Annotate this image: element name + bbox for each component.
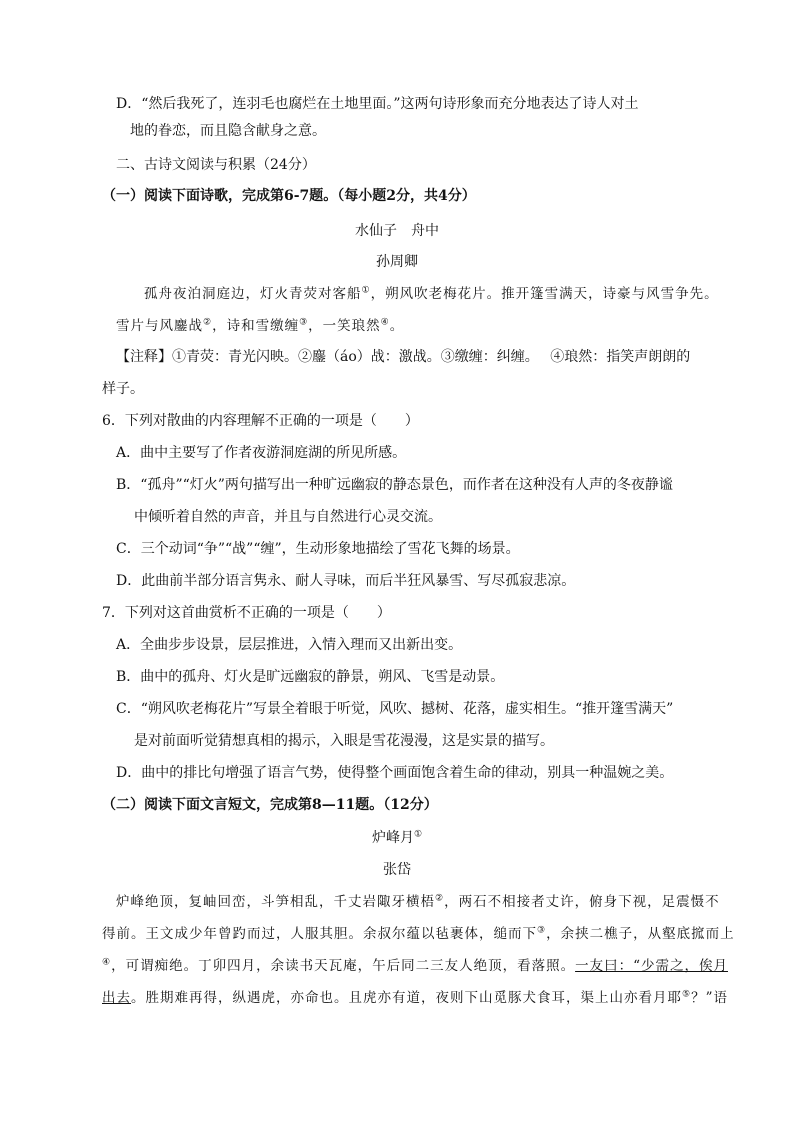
prose-line-2 bbox=[102, 924, 735, 944]
poem-note-mark-1: ① bbox=[361, 285, 371, 296]
option-d-line2: 地的眷恋，而且隐含献身之意。 bbox=[130, 123, 326, 139]
poem-line-2 bbox=[116, 316, 404, 336]
q6-option-b-line1: B．“孤舟”“灯火”两句描写出一种旷远幽寂的静态景色，而作者在这种没有人声的冬夜静谧 bbox=[116, 477, 673, 493]
prose-line-2-text-a: 得前。王文成少年曾趵而过，人服其胆。余叔尔蕴以毡裹体，缒而下 bbox=[102, 926, 537, 942]
poem-title: 水仙子 舟中 bbox=[355, 223, 439, 239]
prose-note-mark-4: ④ bbox=[102, 957, 112, 968]
q6-option-a: A．曲中主要写了作者夜游洞庭湖的所见所感。 bbox=[116, 445, 407, 461]
prose-note-mark-5: ⑤ bbox=[682, 989, 692, 1000]
prose-underlined-quote-start: 一友曰：“少需之，俟月 bbox=[575, 958, 728, 974]
prose-title bbox=[0, 828, 794, 848]
prose-line-3-text-a: ，可谓痴绝。丁卯四月，余读书天瓦庵，午后同二三友人绝顶，看落照。 bbox=[111, 958, 576, 974]
poem-note-mark-4: ④ bbox=[380, 317, 390, 328]
prose-line-1-text-b: ，两石不相接者丈许，俯身下视，足震慑不 bbox=[444, 894, 720, 910]
prose-line-2-text-b: ，余挟二樵子，从壑底搲而上 bbox=[546, 926, 735, 942]
notes-line-1: 【注释】①青荧：青光闪映。②鏖（áo）战：激战。③缴缠：纠缠。 ④琅然：指笑声朗朗的 bbox=[116, 349, 691, 365]
option-d-line1: D．“然后我死了，连羽毛也腐烂在土地里面。”这两句诗形象而充分地表达了诗人对土 bbox=[116, 96, 639, 112]
poem-line-1 bbox=[144, 284, 719, 304]
prose-note-mark-3: ③ bbox=[537, 925, 547, 936]
section-heading: 二、古诗文阅读与积累（24分） bbox=[116, 157, 316, 173]
poem-note-mark-2: ② bbox=[203, 317, 213, 328]
poem-line-1-text-b: ，朔风吹老梅花片。推开篷雪满天，诗豪与风雪争先。 bbox=[370, 286, 719, 302]
poem-line-2-text-a: 雪片与风鏖战 bbox=[116, 318, 203, 334]
prose-line-3 bbox=[102, 956, 728, 976]
poem-line-2-text-c: ，一笑琅然 bbox=[308, 318, 381, 334]
poem-line-2-text-b: ，诗和雪缴缠 bbox=[212, 318, 300, 334]
q6-option-c: C．三个动词“争”“战”“缠”，生动形象地描绘了雪花飞舞的场景。 bbox=[116, 541, 520, 557]
poem-author: 孙周卿 bbox=[376, 254, 418, 270]
prose-line-4-text-b: ？”语 bbox=[691, 990, 728, 1006]
part1-heading: （一）阅读下面诗歌，完成第6-7题。（每小题2分，共4分） bbox=[102, 188, 476, 204]
poem-line-2-text-d: 。 bbox=[389, 318, 405, 334]
prose-underlined-quote-end: 出去 bbox=[102, 990, 131, 1006]
prose-author: 张岱 bbox=[383, 862, 411, 878]
notes-line-2: 样子。 bbox=[102, 381, 144, 397]
part2-heading: （二）阅读下面文言短文，完成第8—11题。（12分） bbox=[102, 797, 438, 813]
prose-note-mark-2: ② bbox=[435, 893, 445, 904]
q7-stem: 7．下列对这首曲赏析不正确的一项是（ ） bbox=[102, 605, 391, 621]
q6-stem: 6．下列对散曲的内容理解不正确的一项是（ ） bbox=[102, 413, 419, 429]
poem-line-1-text-a: 孤舟夜泊洞庭边，灯火青荧对客船 bbox=[144, 286, 362, 302]
prose-title-note-mark: ① bbox=[413, 829, 423, 840]
q7-option-c-line1: C．“朔风吹老梅花片”写景全着眼于听觉，风吹、撼树、花落，虚实相生。“推开篷雪满天” bbox=[116, 701, 674, 717]
q7-option-b: B．曲中的孤舟、灯火是旷远幽寂的静景，朔风、飞雪是动景。 bbox=[116, 669, 505, 685]
q7-option-a: A．全曲步步设景，层层推进，入情入理而又出新出变。 bbox=[116, 637, 463, 653]
prose-line-1-text-a: 炉峰绝顶，复岫回峦，斗笋相乱，千丈岩陬牙横梧 bbox=[116, 894, 435, 910]
prose-line-4 bbox=[102, 988, 728, 1008]
prose-title-text: 炉峰月 bbox=[371, 830, 414, 846]
prose-line-4-text-a: 。胜期难再得，纵遇虎，亦命也。且虎亦有道，夜则下山觅豚犬食耳，渠上山亦看月耶 bbox=[131, 990, 682, 1006]
q7-option-c-line2: 是对前面听觉猜想真相的揭示，入眼是雪花漫漫，这是实景的描写。 bbox=[134, 733, 554, 749]
q7-option-d: D．曲中的排比句增强了语言气势，使得整个画面饱含着生命的律动，别具一种温婉之美。 bbox=[116, 765, 674, 781]
q6-option-b-line2: 中倾听着自然的声音，并且与自然进行心灵交流。 bbox=[134, 509, 442, 525]
q6-option-d: D．此曲前半部分语言隽永、耐人寻味，而后半狂风暴雪、写尽孤寂悲凉。 bbox=[116, 573, 576, 589]
prose-line-1 bbox=[116, 892, 720, 912]
poem-note-mark-3: ③ bbox=[299, 317, 309, 328]
